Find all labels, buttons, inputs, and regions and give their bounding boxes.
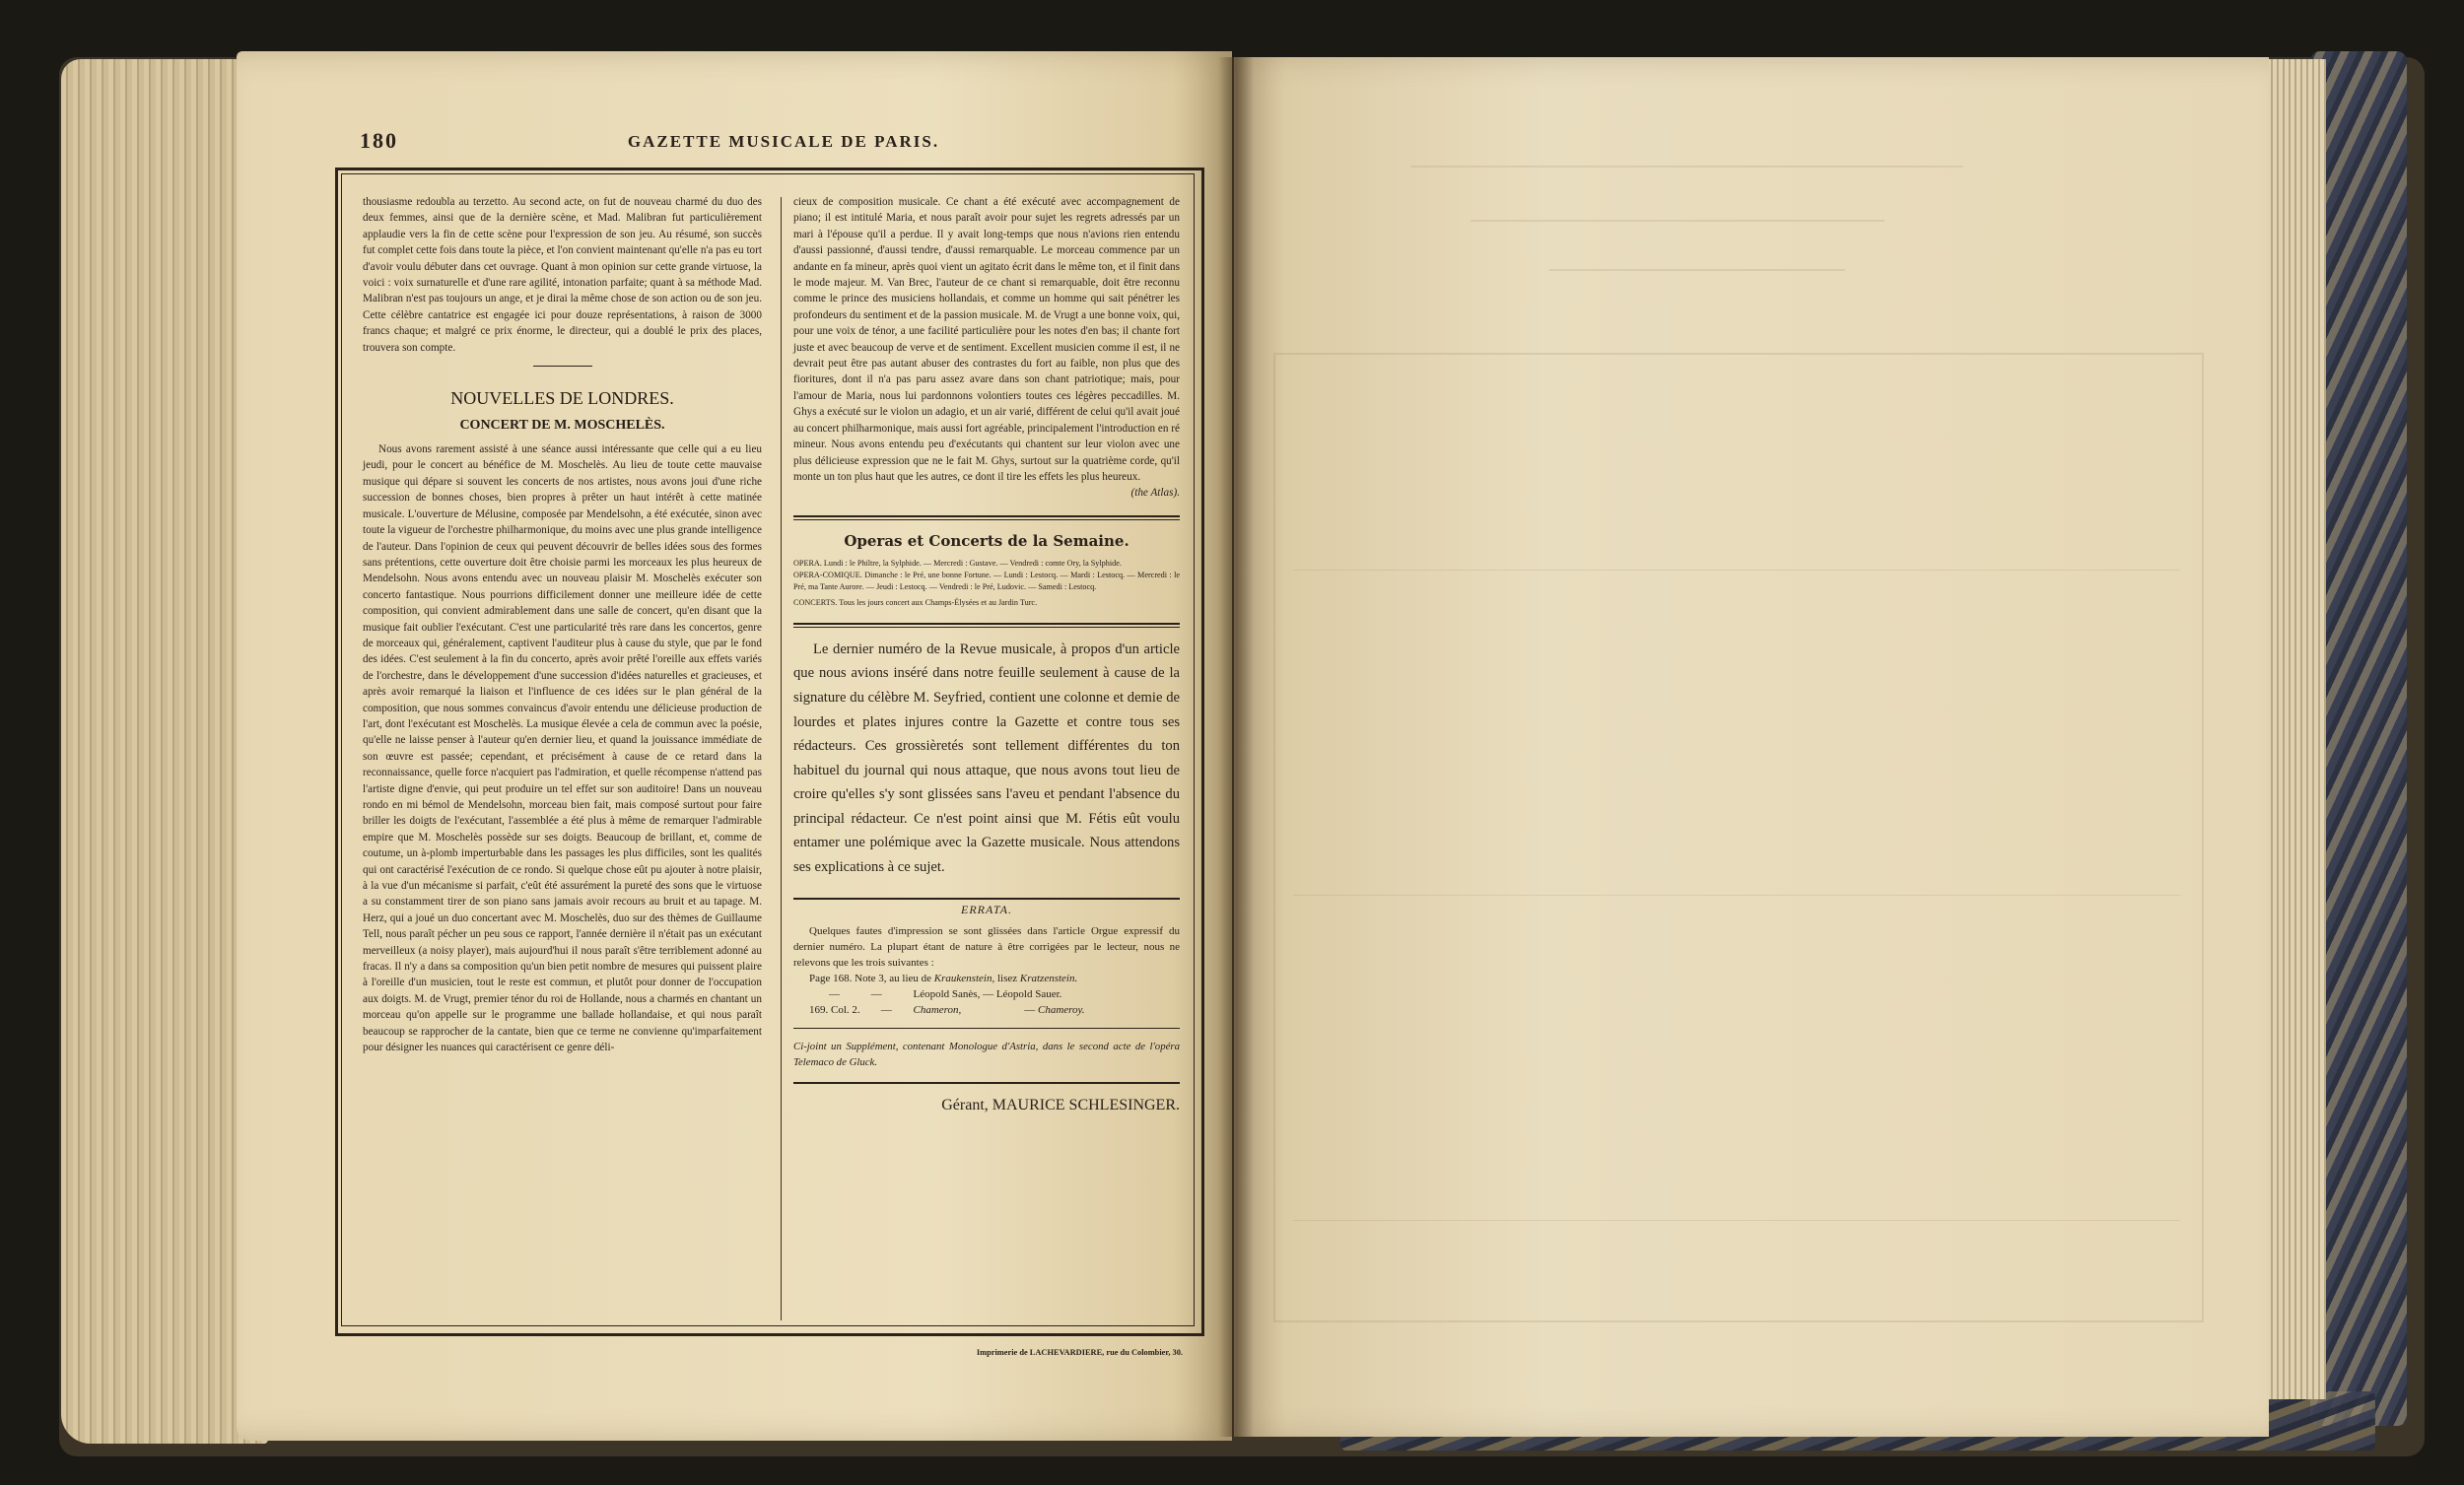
- errata-cell: —: [983, 988, 994, 1001]
- running-title: GAZETTE MUSICALE DE PARIS.: [627, 132, 940, 151]
- errata-cell: Léopold Sauer.: [995, 988, 1062, 1001]
- errata-cell: Chameroy.: [1038, 1004, 1085, 1017]
- concert-paragraph: Nous avons rarement assisté à une séance aussi intéressante que celle qui a eu lieu jeudi, pour le concert au bénéfice de M. Moschelès. Au lieu de toute cette mauvaise musique qui dépare si souvent les concerts de nos artistes, nous avons joui d'une riche succession de bonnes choses, bien propres à prêter un haut intérêt à cette matinée musicale. L'ouverture de Mélusine, composée par Mendelsohn, a été exécutée, sinon avec toute la vigueur de l'orchestre philharmonique, du moins avec une plus grande intelligence de l'auteur. Dans l'opinion de ceux qui peuvent découvrir de belles idées sous des formes sans prétentions, cette ouverture doit être choisie parmi les morceaux les plus heureux de Mendelsohn. Nous avons entendu avec un nouveau plaisir M. Moschelès exécuter son concerto fantastique. Nous pourrions difficilement donner une meilleure idée de cette composition, qui convient admirablement dans une salle de concert, qu'en disant que la musique fait oublier l'exécutant. C'est une particularité très rare dans les concertos, genre de morceaux qui, généralement, captivent l'auditeur plus à cause du style, que par le fond des idées. C'est seulement à la fin du concerto, après avoir prêté l'oreille aux effets variés de l'orchestre, dans le développement d'une succession d'idées naturelles et gracieuses, et après avoir remarqué la liaison et l'influence de ces idées sur le plan général de la composition, que nous sommes convaincus d'avoir entendu une délicieuse production de l'art, dont l'exécutant est Moschelès. La musique élevée a cela de commun avec la poésie, qu'elle ne laisse penser à l'auteur qu'en dernier lieu, et quand la jouissance immédiate de son œuvre est passée; cependant, et précisément à cause de ce retard dans la reconnaissance, quelle force n'acquiert pas l'admiration, et quelle récompense n'attend pas l'artiste digne d'envie, qui peut produire un tel effet sur son auditoire! Dans un nouveau rondo en mi bémol de Mendelsohn, morceau bien fait, mais composé surtout pour faire briller les doigts de l'exécutant, l'assemblée a été plus à même de remarquer l'admirable empire que M. Moschelès possède sur ses doigts. Beaucoup de brillant, et, comme de coutume, un à-plomb imperturbable dans les passages les plus difficiles, sont les qualités qui ont caractérisé l'exécution de ce rondo. Si quelque chose eût pu ajouter à notre plaisir, à la vue d'un mécanisme si parfait, c'eût été assurément la pureté des sons que le virtuose a su constamment tirer de son piano sans jamais avoir recours au bruit et au tapage. M. Herz, qui a joué un duo concertant avec M. Moschelès, duo sur des thèmes de Guillaume Tell, nous paraît pécher un peu sous ce rapport, l'année dernière il n'était pas un exécutant merveilleux (a noisy player), mais aujourd'hui il nous paraît s'être terriblement adonné au fracas. Il n'y a dans sa composition qu'un bien petit nombre de mesures qui puissent plaire à l'oreille d'un musicien, tout le reste est commun, et plutôt pour donner de l'occupation aux doigts. M. de Vrugt, premier ténor du roi de Hollande, nous a charmés en chantant un morceau qu'on appelle sur le programme une ballade hollandaise, et qui nous paraît beaucoup se rapprocher de la cantate, bien que ce terme ne convienne qu'imparfaitement pour désigner les nuances qui caractérisent ce genre déli-: [363, 443, 762, 1054]
- revue-paragraph: Le dernier numéro de la Revue musicale, à propos d'un article que nous avions inséré dans notre feuille seulement à cause de la signature du célèbre M. Seyfried, contient une colonne et demie de lourdes et plates injures contre la Gazette et contre tous ses rédacteurs. Ces grossièretés sont tellement différentes du ton habituel du journal qui nous attaque, que nous avons tout lieu de croire qu'elles s'y sont glissées sans l'aveu et pendant l'absence du principal rédacteur. Ce n'est point ainsi que M. Fétis eût voulu entamer une polémique avec la Gazette musicale. Nous attendons ses explications à ce sujet.: [793, 641, 1180, 876]
- errata-cell: au lieu de: [889, 973, 932, 985]
- intro-paragraph: thousiasme redoubla au terzetto. Au second acte, on fut de nouveau charmé du duo des deux femmes, ainsi que de la dernière scène, et Mad. Malibran fut particulièrement applaudie vers la fin de cette scène pour l'expression de son jeu. Au résumé, son succès fut complet cette fois dans toute la pièce, et l'on convient maintenant qu'elle n'a pas eu tort d'avoir voulu débuter dans cet ouvrage. Quant à mon opinion sur cette grande virtuose, la voici : voix surnaturelle et d'une rare agilité, intonation parfaite; quant à sa méthode Mad. Malibran n'est pas toujours un ange, et je dirai la même chose de son action ou de son jeu. Cette célèbre cantatrice est engagée ici pour douze représentations, à raison de 3000 francs chaque; et malgré ce prix énorme, le directeur, qui a doublé le prix des places, trouvera son compte.: [363, 196, 762, 354]
- errata-cell: Kraukenstein,: [933, 973, 995, 985]
- right-column: [793, 194, 1180, 1114]
- section-subtitle: CONCERT DE M. MOSCHELÈS.: [459, 418, 665, 434]
- errata-cell: Page 168. Note 3,: [809, 973, 887, 985]
- rule: [793, 623, 1180, 625]
- errata-cell: Léopold Sanès,: [913, 988, 981, 1001]
- show-through-line: [1549, 269, 1845, 271]
- errata-row: [809, 1002, 1180, 1018]
- rule: [793, 519, 1180, 520]
- section-rule: [533, 366, 592, 367]
- rule: [793, 1082, 1180, 1084]
- right-page-stack: [2267, 59, 2326, 1399]
- right-page: [1234, 57, 2269, 1437]
- page-number: 180: [360, 128, 398, 153]
- rule: [793, 898, 1180, 900]
- rule: [793, 1028, 1180, 1029]
- errata-cell: —: [870, 988, 882, 1001]
- printer-imprint: Imprimerie de LACHEVARDIERE, rue du Colombier, 30.: [976, 1348, 1183, 1357]
- section-title: NOUVELLES DE LONDRES.: [450, 388, 674, 409]
- page-header: [360, 128, 1207, 158]
- errata-row: [809, 971, 1180, 986]
- errata-cell: —: [880, 1004, 892, 1017]
- show-through-staff: [1293, 1220, 2180, 1221]
- errata-title: ERRATA.: [961, 902, 1012, 916]
- errata-row: [809, 986, 1180, 1002]
- errata-table: [809, 971, 1180, 1018]
- rule: [793, 627, 1180, 628]
- errata-cell: Kratzenstein.: [1019, 973, 1078, 985]
- show-through-line: [1411, 166, 1963, 168]
- supplement-note: Ci-joint un Supplément, contenant Monologue d'Astria, dans le second acte de l'opéra Telemaco de Gluck.: [793, 1041, 1180, 1069]
- show-through-frame: [1273, 353, 2204, 1322]
- book-gutter: [1218, 57, 1254, 1437]
- show-through-staff: [1293, 895, 2180, 896]
- errata-cell: —: [1024, 1004, 1036, 1017]
- column-divider: [781, 197, 782, 1320]
- operas-concerts: CONCERTS. Tous les jours concert aux Champs-Élysées et au Jardin Turc.: [793, 597, 1038, 607]
- errata-cell: 169. Col. 2.: [809, 1004, 860, 1017]
- errata-paragraph: Quelques fautes d'impression se sont glissées dans l'article Orgue expressif du dernier numéro. La plupart étant de nature à être corrigées par le lecteur, nous ne relevons que les trois suivantes :: [793, 925, 1180, 970]
- operas-comique: OPERA-COMIQUE. Dimanche : le Pré, une bonne Fortune. — Lundi : Lestocq. — Mardi : Lestocq. — Mercredi : le Pré, ma Tante Aurore. — Jeudi : Lestocq. — Vendredi : le Pré, Ludovic. — Samedi : Lestocq.: [793, 570, 1180, 591]
- errata-cell: —: [829, 988, 840, 1001]
- errata-cell: Chameron,: [913, 1004, 962, 1017]
- operas-title: Operas et Concerts de la Semaine.: [844, 531, 1129, 550]
- gerant-signature: Gérant, MAURICE SCHLESINGER.: [941, 1097, 1180, 1114]
- show-through-line: [1471, 220, 1884, 222]
- operas-opera: OPERA. Lundi : le Philtre, la Sylphide. — Mercredi : Gustave. — Vendredi : comte Ory, la Sylphide.: [793, 558, 1122, 568]
- show-through-staff: [1293, 570, 2180, 571]
- errata-cell: lisez: [996, 973, 1018, 985]
- left-column: [363, 194, 762, 1056]
- rule: [793, 515, 1180, 517]
- source-signoff: (the Atlas).: [1130, 487, 1180, 500]
- continuation-paragraph: cieux de composition musicale. Ce chant a été exécuté avec accompagnement de piano; il est intitulé Maria, et nous paraît avoir pour sujet les regrets adressés par un mari à l'épouse qu'il a perdue. Il y avait long-temps que nous n'avions rien entendu d'aussi passionné, d'aussi tendre, d'aussi remarquable. Le morceau commence par un andante en fa mineur, après quoi vient un agitato écrit dans le même ton, et il finit dans le mode majeur. M. Van Brec, l'auteur de ce chant si remarquable, doit être reconnu comme le prince des musiciens hollandais, et comme un homme qui sait pénétrer les profondeurs du sentiment et de la passion musicale. M. de Vrugt a une bonne voix, qui, pour une voix de ténor, a une facilité particulière pour les notes d'en bas; il chante fort juste et avec beaucoup de verve et de sentiment. Excellent musicien comme il est, il ne devrait peut être pas autant abuser des contrastes du fort au faible, non plus que des fioritures, dont il n'a pas paru assez avare dans son chant patriotique; mais, pour l'amour de Maria, nous lui pardonnons volontiers toutes ces légères peccadilles. M. Ghys a exécuté sur le violon un adagio, et un air varié, différent de celui qu'il avait joué au concert philharmonique, mais aussi fort agréable, principalement l'introduction en ré mineur. Nous avons entendu peu d'exécutants qui chantent sur leur violon avec une plus délicieuse expression que ne le fait M. Ghys, surtout sur la quatrième corde, qu'il monte un ton plus haut que les autres, ce dont il tire les effets les plus heureux.: [793, 196, 1180, 483]
